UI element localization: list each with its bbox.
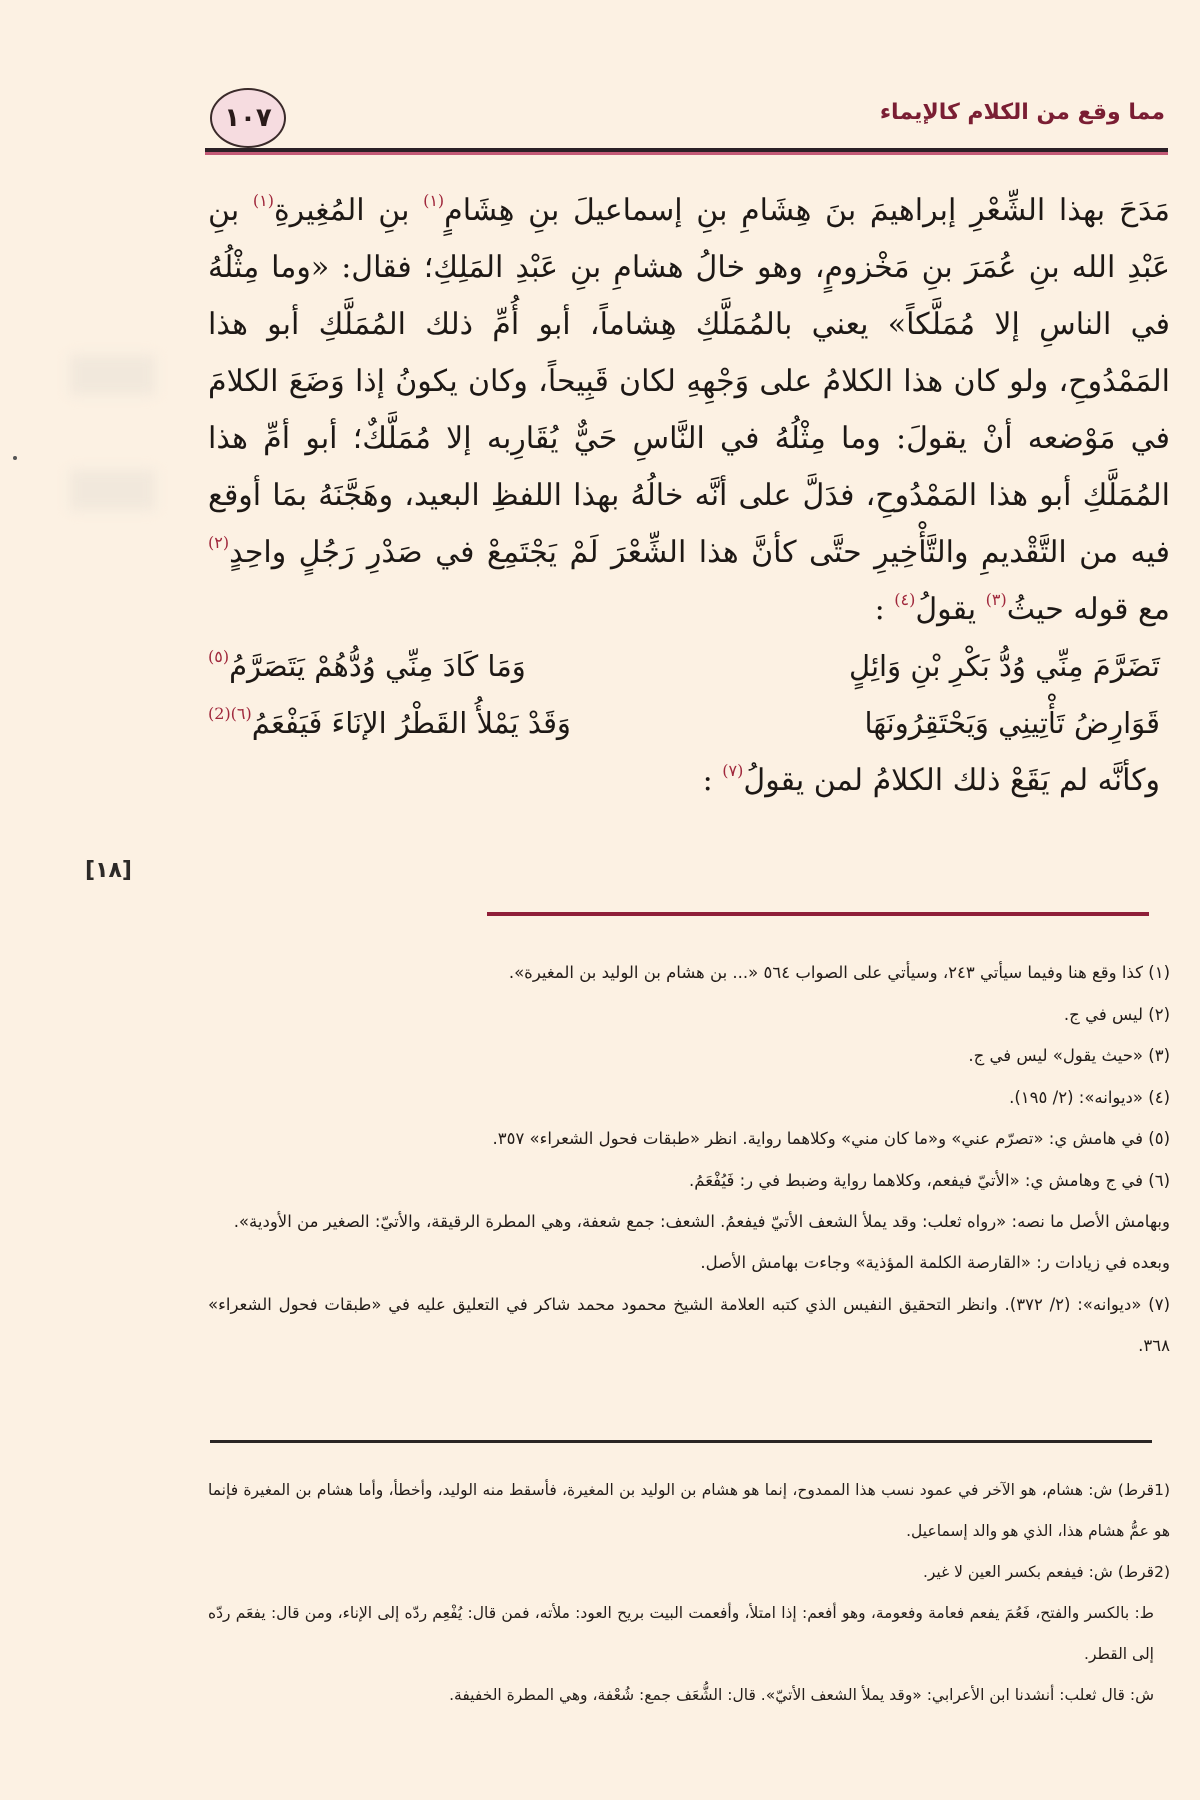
body-text-segment: :: [702, 763, 713, 798]
marginal-note-text: ش: قال ثعلب: أنشدنا ابن الأعرابي: «وقد يملأ الشعف الأتيّ». قال: الشُّعَف جمع: شُعْفة، وهي المطرة الخفيفة.: [449, 1686, 1154, 1704]
footnote-item: [208, 1118, 1170, 1160]
footnote-text: في هامش ي: «تصرّم عني» و«ما كان مني» وكلاهما رواية. انظر «طبقات فحول الشعراء» ٣٥٧.: [492, 1129, 1143, 1148]
closing-line: [208, 752, 1170, 809]
footnote-item: [208, 994, 1170, 1036]
body-text-segment: :: [874, 592, 885, 627]
verse-second-hemistich: [208, 695, 571, 752]
footnote-ref[interactable]: (٢): [208, 533, 230, 552]
footnote-text: وبعده في زيادات ر: «القارصة الكلمة المؤذية» وجاءت بهامش الأصل.: [700, 1253, 1170, 1272]
footnote-ref[interactable]: (٤): [894, 590, 916, 609]
marginal-note-label: (2قرط): [1117, 1563, 1170, 1581]
footnote-number: (٥): [1148, 1129, 1170, 1148]
footnote-item: [208, 952, 1170, 994]
footnote-number: (٣): [1148, 1046, 1170, 1065]
manuscript-folio-marker: [١٨]: [85, 858, 132, 883]
body-text-segment: بنِ المُغِيرةِ: [273, 193, 424, 228]
footnote-separator: [487, 912, 1149, 916]
footnote-text: ليس في ج.: [1063, 1004, 1143, 1024]
marginal-note: [208, 1552, 1170, 1593]
footnote-number: (٤): [1148, 1087, 1170, 1107]
running-title: مما وقع من الكلام كالإيماء: [879, 100, 1165, 125]
verse-first-hemistich: قَوَارِضُ تَأْتِينِي وَيَحْتَقِرُونَهَا: [864, 706, 1160, 740]
marginal-note-label: (1قرط): [1117, 1481, 1170, 1499]
footnote-ref[interactable]: (٥): [208, 647, 230, 666]
footnote-ref[interactable]: (٣): [985, 590, 1007, 609]
margin-smudge: [70, 470, 155, 510]
footnote-ref[interactable]: (١): [423, 191, 445, 210]
footnote-ref[interactable]: (٦)(2): [208, 704, 252, 723]
marginal-note: [208, 1593, 1170, 1675]
body-text-segment: بنِ عَبْدِ الله بنِ عُمَرَ بنِ مَخْزومٍ، وهو خالُ هشامِ بنِ عَبْدِ المَلِكِ؛ فقال: «وما مِثْلُهُ في الناسِ إلا مُمَلَّكاً» يعني بالمُمَلَّكِ هِشاماً، أبو أُمِّ ذلك المُمَلَّكِ أبو هذا المَمْدُوحِ، ولو كان هذا الكلامُ على وَجْهِهِ لكان قَبِيحاً، وكان يكونُ إذا وَضَعَ الكلامَ في مَوْضعه أنْ يقولَ: وما مِثْلُهُ في النَّاسِ حَيٌّ يُقَارِبه إلا مُمَلَّكٌ؛ أبو أمِّ هذا المُمَلَّكِ أبو هذا المَمْدُوحِ، فدَلَّ على أنَّه خالُهُ بهذا اللفظِ البعيد، وهَجَّنَهُ بمَا أوقع فيه من التَّقْديمِ والتَّأْخِيرِ حتَّى كأنَّ هذا الشِّعْرَ لَمْ يَجْتَمِعْ في صَدْرِ رَجُلٍ واحِدٍ: [208, 193, 1171, 570]
marginal-note: [208, 1470, 1170, 1552]
footnote-number: (٧): [1148, 1294, 1170, 1314]
footnote-text: «ديوانه»: (٢/ ١٩٥).: [1009, 1087, 1143, 1107]
verse-line: [208, 695, 1170, 752]
footnote-continuation: [208, 1201, 1170, 1242]
footnote-item: [208, 1160, 1170, 1202]
margin-dot: [13, 456, 17, 460]
margin-smudge: [70, 355, 155, 395]
footnote-item: [208, 1035, 1170, 1077]
verse-line: [208, 638, 1170, 695]
verse-first-hemistich: تَضَرَّمَ مِنِّي وُدُّ بَكْرِ بْنِ وَائِلٍ: [849, 649, 1160, 683]
body-text-segment: يقولُ: [915, 592, 986, 627]
verse-text: وَقَدْ يَمْلأُ القَطْرُ الإنَاءَ فَيَفْعَمُ: [251, 706, 571, 740]
footnotes: [208, 952, 1170, 1366]
footnote-item: [208, 1284, 1170, 1366]
footnote-number: (٦): [1148, 1170, 1170, 1190]
footnote-text: «ديوانه»: (٢/ ٣٧٢). وانظر التحقيق النفيس الذي كتبه العلامة الشيخ محمود محمد شاكر في التعليق عليه في «طبقات فحول الشعراء» ٣٦٨.: [208, 1294, 1170, 1355]
marginal-note-text: ش: فيفعم بكسر العين لا غير.: [922, 1563, 1113, 1581]
body-text-segment: مع قوله حيثُ: [1006, 592, 1170, 627]
footnote-number: (٢): [1148, 1004, 1170, 1024]
footnote-text: في ج وهامش ي: «الأتيّ فيفعم، وكلاهما رواية وضبط في ر: فَيُفْعَمُ.: [688, 1170, 1143, 1190]
footnote-ref[interactable]: (١): [252, 191, 274, 210]
footnote-text: «حيث يقول» ليس في ج.: [968, 1046, 1143, 1065]
body-text-segment: وكأنَّه لم يَقَعْ ذلك الكلامُ لمن يقولُ: [743, 763, 1160, 798]
marginal-notes: [208, 1470, 1170, 1716]
footnote-ref[interactable]: (٧): [722, 761, 744, 780]
footnote-continuation: [208, 1242, 1170, 1284]
footnote-text: كذا وقع هنا وفيما سيأتي ٢٤٣، وسيأتي على الصواب ٥٦٤ «... بن هشام بن الوليد بن المغيرة».: [508, 963, 1143, 982]
marginal-note-text: ش: هشام، هو الآخر في عمود نسب هذا الممدوح، إنما هو هشام بن الوليد بن المغيرة، فأسقط منه الوليد، وأخطأ، وأما هشام بن المغيرة فإنما هو عمُّ هشام هذا، الذي هو والد إسماعيل.: [208, 1481, 1170, 1540]
marginal-note-text: ط: بالكسر والفتح، فَعُمَ يفعم فعامة وفعومة، وهو أفعم: إذا امتلأ، وأفعمت البيت بريح العود: ملأته، فمن قال: يُفْعِم ردّه إلى الإناء، ومن قال: يفعَم ردّه إلى القطر.: [208, 1604, 1154, 1663]
body-text-segment: مَدَحَ بهذا الشِّعْرِ إبراهيمَ بنَ هِشَامِ بنِ إسماعيلَ بنِ هِشَامٍ: [444, 193, 1170, 228]
footnote-item: [208, 1077, 1170, 1119]
main-text: [208, 182, 1170, 809]
verse-text: وَمَا كَادَ مِنِّي وُدُّهُمْ يَتَصَرَّمُ: [229, 649, 526, 683]
marginal-notes-separator: [210, 1440, 1152, 1443]
body-paragraph: [208, 182, 1170, 638]
marginal-note: [208, 1675, 1170, 1716]
verse-second-hemistich: [208, 638, 526, 695]
header-rule: [205, 148, 1168, 155]
footnote-number: (١): [1148, 963, 1170, 982]
footnote-text: وبهامش الأصل ما نصه: «رواه ثعلب: وقد يملأ الشعف الأتيّ فيفعمُ. الشعف: جمع شعفة، وهي المطرة الرقيقة، والأتيّ: الصغير من الأودية».: [233, 1212, 1170, 1231]
page-number-badge: ١٠٧: [210, 88, 286, 148]
